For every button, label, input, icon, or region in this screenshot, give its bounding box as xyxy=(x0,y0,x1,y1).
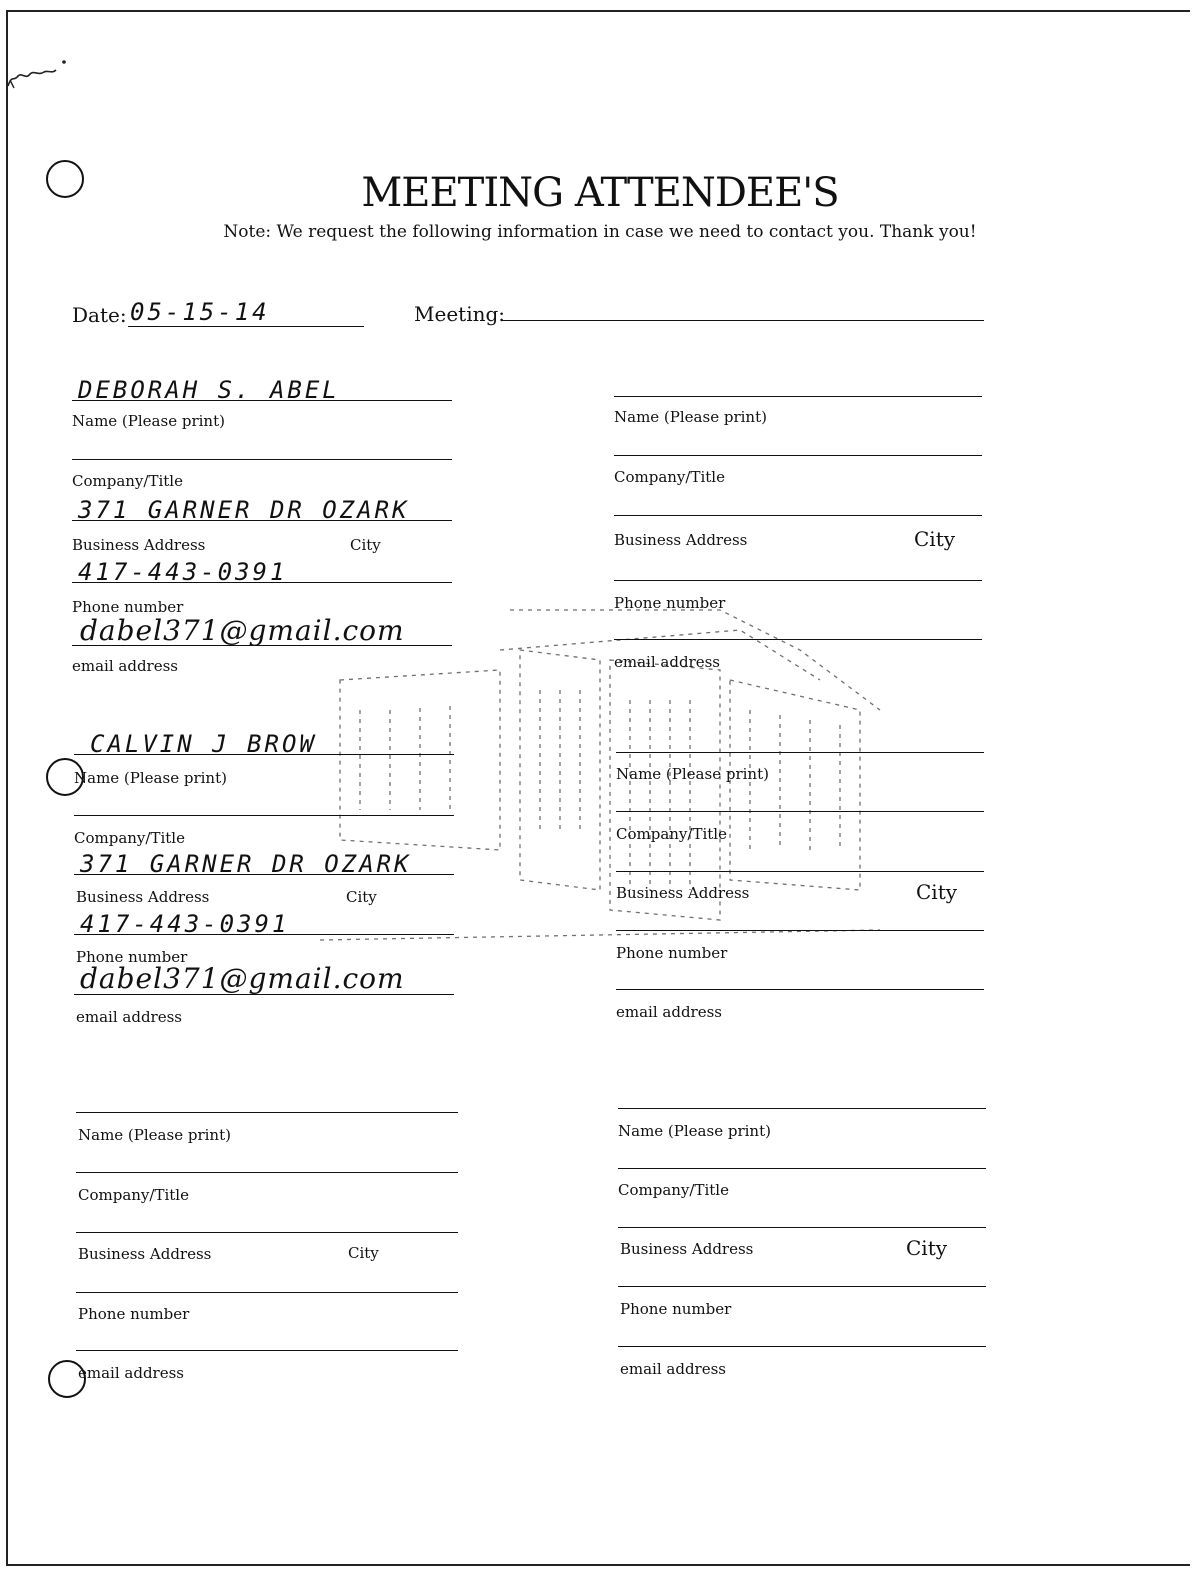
attendee-phone-value[interactable]: 417-443-0391 xyxy=(80,910,290,938)
company-line xyxy=(74,815,454,816)
attendee-email-value[interactable]: dabel371@gmail.com xyxy=(80,614,405,647)
form-note: Note: We request the following information in case we need to contact you. Thank you! xyxy=(223,222,977,242)
email-label: email address xyxy=(76,1008,182,1026)
attendee-name-value[interactable]: CALVIN J BROW xyxy=(90,730,317,758)
company-label: Company/Title xyxy=(614,468,725,486)
phone-label: Phone number xyxy=(616,944,728,962)
address-label: Business Address xyxy=(614,531,748,549)
company-line xyxy=(616,811,984,812)
address-label: Business Address xyxy=(78,1245,212,1263)
name-label: Name (Please print) xyxy=(72,412,225,430)
attendee-email-value[interactable]: dabel371@gmail.com xyxy=(80,962,405,995)
email-label: email address xyxy=(614,653,720,671)
phone-line xyxy=(72,582,452,583)
address-line xyxy=(72,520,452,521)
company-label: Company/Title xyxy=(616,825,727,843)
date-line xyxy=(128,326,364,327)
email-line xyxy=(76,1350,458,1351)
email-label: email address xyxy=(616,1003,722,1021)
date-label: Date: xyxy=(72,303,127,327)
email-label: email address xyxy=(72,657,178,675)
email-line xyxy=(616,989,984,990)
city-label: City xyxy=(916,880,958,904)
address-label: Business Address xyxy=(616,884,750,902)
meeting-label: Meeting: xyxy=(414,302,506,326)
attendee-name-value[interactable]: DEBORAH S. ABEL xyxy=(78,376,340,404)
company-line xyxy=(614,455,982,456)
name-line xyxy=(618,1108,986,1109)
name-label: Name (Please print) xyxy=(614,408,767,426)
name-label: Name (Please print) xyxy=(616,765,769,783)
city-label: City xyxy=(348,1244,379,1262)
scribble-mark-icon xyxy=(4,52,74,92)
city-label: City xyxy=(350,536,381,554)
name-label: Name (Please print) xyxy=(618,1122,771,1140)
company-line xyxy=(72,459,452,460)
name-line xyxy=(74,754,454,755)
name-line xyxy=(76,1112,458,1113)
phone-label: Phone number xyxy=(76,948,188,966)
address-line xyxy=(618,1227,986,1228)
phone-line xyxy=(76,1292,458,1293)
phone-label: Phone number xyxy=(614,594,726,612)
email-line xyxy=(618,1346,986,1347)
attendee-address-value[interactable]: 371 GARNER DR OZARK xyxy=(78,496,410,524)
name-line xyxy=(72,400,452,401)
city-label: City xyxy=(346,888,377,906)
company-label: Company/Title xyxy=(78,1186,189,1204)
name-line xyxy=(616,752,984,753)
company-label: Company/Title xyxy=(74,829,185,847)
company-line xyxy=(76,1172,458,1173)
city-label: City xyxy=(906,1236,948,1260)
company-label: Company/Title xyxy=(72,472,183,490)
email-line xyxy=(72,645,452,646)
building-watermark-icon xyxy=(300,590,900,980)
phone-label: Phone number xyxy=(78,1305,190,1323)
company-line xyxy=(618,1168,986,1169)
address-line xyxy=(614,515,982,516)
address-line xyxy=(74,874,454,875)
form-title: MEETING ATTENDEE'S xyxy=(361,170,839,216)
address-line xyxy=(616,871,984,872)
address-label: Business Address xyxy=(72,536,206,554)
address-line xyxy=(76,1232,458,1233)
email-label: email address xyxy=(620,1360,726,1378)
phone-label: Phone number xyxy=(72,598,184,616)
email-line xyxy=(74,994,454,995)
email-label: email address xyxy=(78,1364,184,1382)
name-label: Name (Please print) xyxy=(78,1126,231,1144)
phone-label: Phone number xyxy=(620,1300,732,1318)
city-label: City xyxy=(914,527,956,551)
phone-line xyxy=(614,580,982,581)
address-label: Business Address xyxy=(620,1240,754,1258)
attendee-address-value[interactable]: 371 GARNER DR OZARK xyxy=(80,850,412,878)
phone-line xyxy=(618,1286,986,1287)
company-label: Company/Title xyxy=(618,1181,729,1199)
meeting-line xyxy=(502,320,984,321)
name-line xyxy=(614,396,982,397)
name-label: Name (Please print) xyxy=(74,769,227,787)
address-label: Business Address xyxy=(76,888,210,906)
date-value[interactable]: 05-15-14 xyxy=(130,298,270,326)
email-line xyxy=(614,639,982,640)
phone-line xyxy=(616,930,984,931)
phone-line xyxy=(74,934,454,935)
attendee-phone-value[interactable]: 417-443-0391 xyxy=(78,558,288,586)
